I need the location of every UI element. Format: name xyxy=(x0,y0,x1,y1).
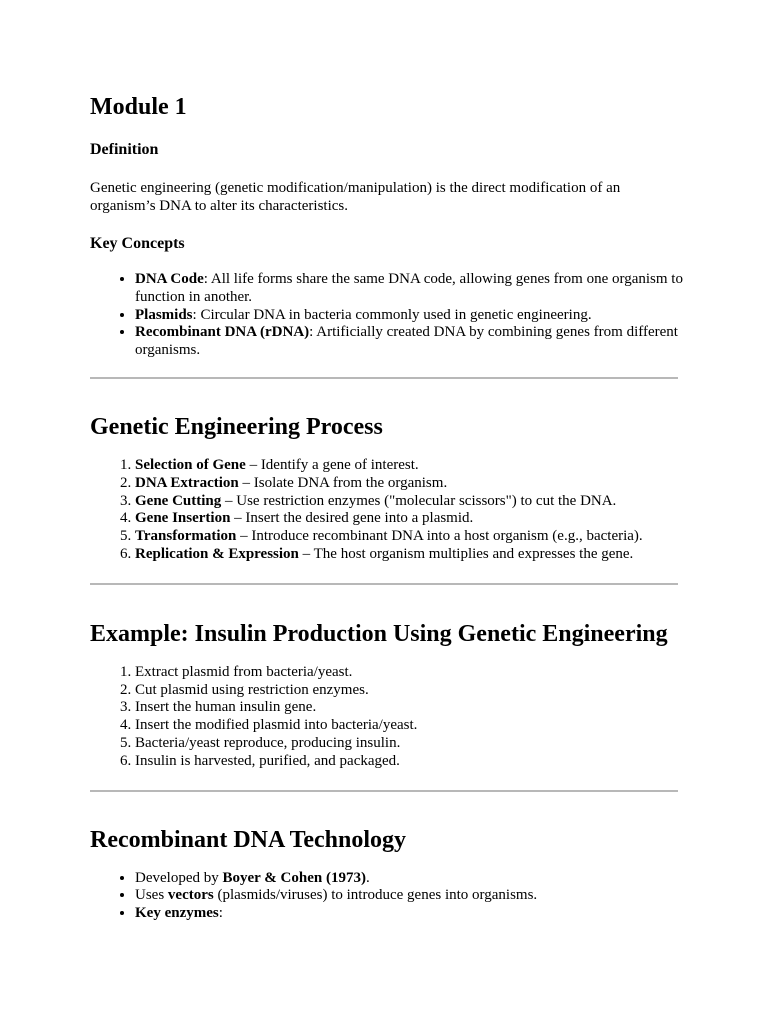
list-item xyxy=(135,324,683,360)
module-title: Module 1 xyxy=(90,94,187,120)
definition-heading: Definition xyxy=(90,141,159,158)
key-concepts-heading: Key Concepts xyxy=(90,235,185,252)
item-post: : xyxy=(218,905,223,922)
step-term: Gene Cutting xyxy=(135,492,222,509)
list-item xyxy=(135,271,683,307)
item-bold: vectors xyxy=(167,887,214,904)
process-steps-list xyxy=(90,457,678,564)
step-term: Selection of Gene xyxy=(135,456,246,473)
rdna-heading: Recombinant DNA Technology xyxy=(90,826,407,853)
step-text: Isolate DNA from the organism. xyxy=(253,474,448,491)
list-item xyxy=(135,546,678,564)
item-bold: Boyer & Cohen (1973) xyxy=(222,869,366,886)
list-item: 1. Extract plasmid from bacteria/yeast. xyxy=(135,664,678,682)
step-term: Transformation xyxy=(135,528,237,545)
concept-term: DNA Code xyxy=(135,271,204,287)
step-sep: – xyxy=(245,456,261,473)
list-item xyxy=(135,905,678,923)
list-item: 2. Cut plasmid using restriction enzymes. xyxy=(135,682,678,700)
concept-sep: : xyxy=(192,306,201,323)
step-text: The host organism multiplies and expresses the gene. xyxy=(313,545,634,562)
list-item xyxy=(135,528,678,546)
list-item xyxy=(135,493,678,511)
item-bold: Key enzymes xyxy=(135,905,219,922)
section-divider xyxy=(90,790,678,792)
rdna-list xyxy=(90,870,678,923)
step-text: Use restriction enzymes ("molecular scissors") to cut the DNA. xyxy=(236,492,617,509)
concept-text: All life forms share the same DNA code, allowing genes from one organism to function in another. xyxy=(135,271,683,305)
section-divider xyxy=(90,377,678,379)
step-text: Introduce recombinant DNA into a host organism (e.g., bacteria). xyxy=(251,528,643,545)
step-text: Insert the desired gene into a plasmid. xyxy=(245,510,474,527)
step-sep: – xyxy=(221,492,237,509)
item-post: (plasmids/viruses) to introduce genes into organisms. xyxy=(213,887,538,904)
concept-sep: : xyxy=(309,324,317,341)
list-item xyxy=(135,457,678,475)
step-sep: – xyxy=(298,545,314,562)
concept-text: Circular DNA in bacteria commonly used in genetic engineering. xyxy=(200,306,592,323)
list-item xyxy=(135,307,683,325)
list-item xyxy=(135,510,678,528)
step-sep: – xyxy=(236,528,252,545)
definition-text: Genetic engineering (genetic modification/manipulation) is the direct modification of an organism’s DNA to alter its characteristics. xyxy=(90,180,621,214)
list-item: 5. Bacteria/yeast reproduce, producing insulin. xyxy=(135,735,678,753)
step-text: Identify a gene of interest. xyxy=(260,456,419,473)
list-item: 4. Insert the modified plasmid into bacteria/yeast. xyxy=(135,717,678,735)
step-term: Gene Insertion xyxy=(135,510,231,527)
list-item: 3. Insert the human insulin gene. xyxy=(135,699,678,717)
step-sep: – xyxy=(238,474,254,491)
item-pre: Uses xyxy=(135,887,168,904)
process-heading: Genetic Engineering Process xyxy=(90,413,383,440)
section-divider xyxy=(90,583,678,585)
step-sep: – xyxy=(230,510,246,527)
item-pre: Developed by xyxy=(135,869,223,886)
concept-text: Artificially created DNA by combining genes from different organisms. xyxy=(135,324,678,359)
step-term: DNA Extraction xyxy=(135,474,239,491)
concept-term: Plasmids xyxy=(135,306,193,323)
list-item: 6. Insulin is harvested, purified, and packaged. xyxy=(135,753,678,771)
key-concepts-list xyxy=(90,271,683,360)
list-item xyxy=(135,475,678,493)
insulin-heading: Example: Insulin Production Using Genetic Engineering xyxy=(90,620,668,647)
step-term: Replication & Expression xyxy=(135,545,299,562)
list-item xyxy=(135,870,678,888)
concept-term: Recombinant DNA (rDNA) xyxy=(135,324,310,341)
item-post: . xyxy=(365,869,370,886)
concept-sep: : xyxy=(203,271,211,287)
insulin-steps-list xyxy=(90,664,678,771)
list-item xyxy=(135,887,678,905)
